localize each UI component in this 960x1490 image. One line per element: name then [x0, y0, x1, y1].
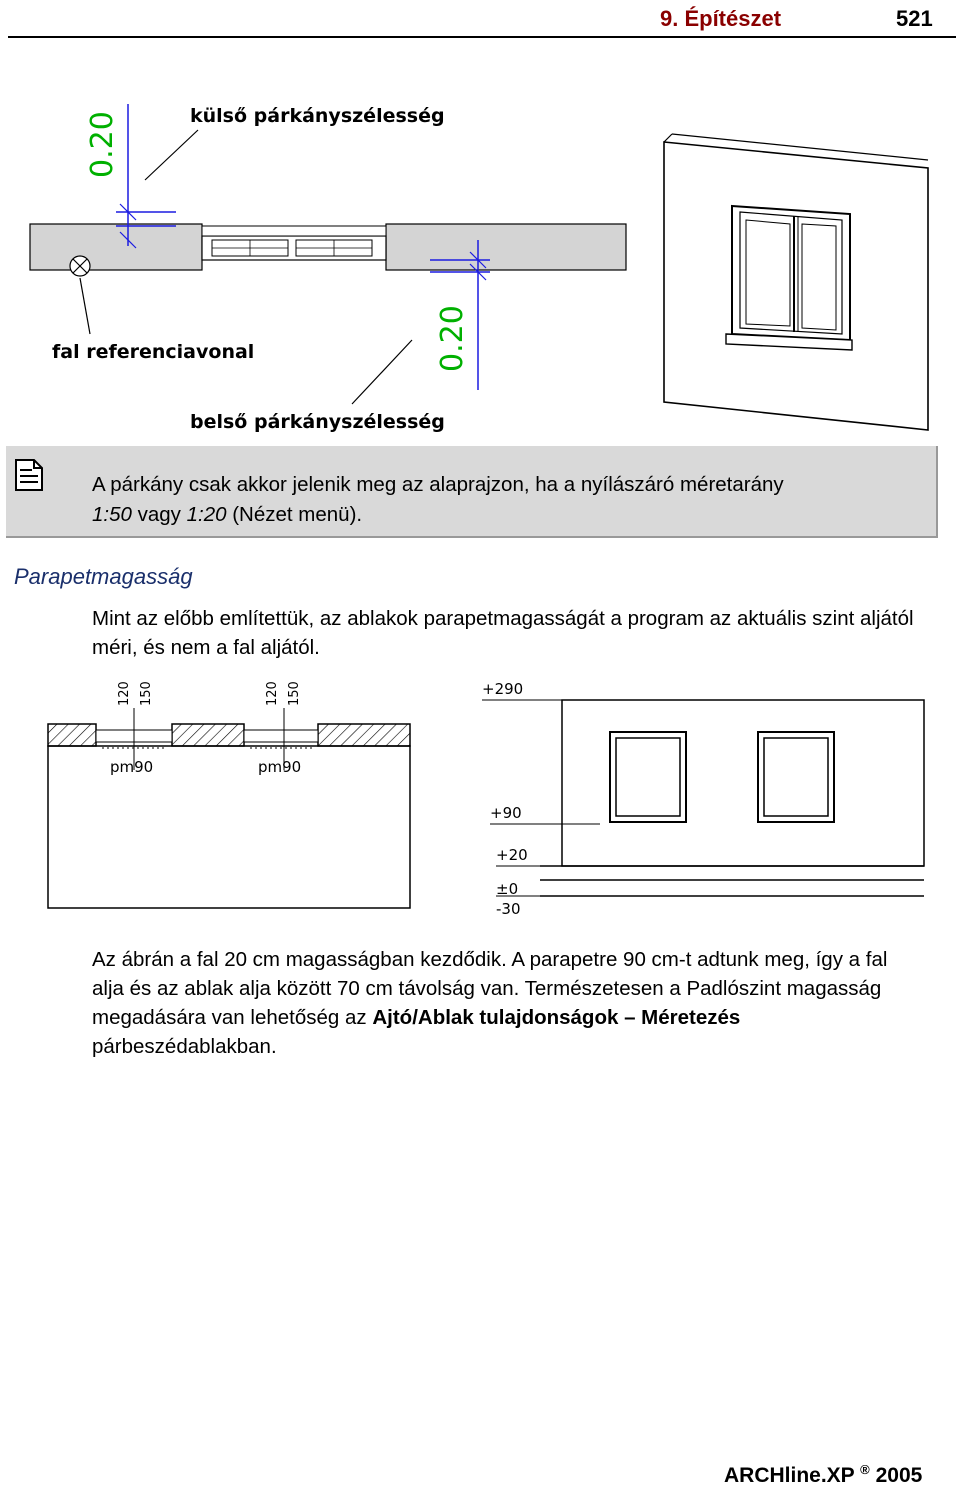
- dim-left-label: 0.20: [85, 111, 120, 178]
- wall-right: [386, 224, 626, 270]
- wall-reference-label: fal referenciavonal: [52, 341, 255, 363]
- plan-dim-3: 120: [265, 681, 280, 706]
- dim-right-label: 0.20: [435, 305, 470, 372]
- elevation-window-1: [610, 732, 686, 822]
- level-90: +90: [490, 804, 522, 822]
- wall-left: [30, 224, 202, 270]
- plan-room: [48, 746, 410, 908]
- level-290: +290: [482, 680, 524, 698]
- paragraph-intro: Mint az előbb említettük, az ablakok parapetmagasságát a program az aktuális szint aljától méri, és nem a fal aljától.: [92, 607, 914, 659]
- plan-label-2: pm90: [258, 758, 302, 776]
- footer-brand: ARCHline.XP ® 2005: [724, 1462, 923, 1487]
- inner-sill-label: belső párkányszélesség: [190, 411, 445, 433]
- section-heading: Parapetmagasság: [14, 564, 193, 589]
- plan-label-1: pm90: [110, 758, 154, 776]
- header-divider: [8, 36, 956, 38]
- parapet-figure: [0, 670, 960, 930]
- level-20: +20: [496, 846, 528, 864]
- plan-dim-4: 150: [287, 681, 302, 706]
- level-0: ±0: [496, 880, 519, 898]
- outer-sill-label: külső párkányszélesség: [190, 105, 445, 127]
- plan-dim-1: 120: [117, 681, 132, 706]
- note-icon: [14, 458, 44, 492]
- plan-dim-2: 150: [139, 681, 154, 706]
- page-number: 521: [896, 6, 933, 31]
- sill-width-figure: [0, 90, 960, 440]
- chapter-title: 9. Építészet: [660, 6, 782, 31]
- level-minus30: -30: [496, 900, 521, 918]
- paragraph-parapet: Az ábrán a fal 20 cm magasságban kezdődik. A parapetre 90 cm-t adtunk meg, így a fal alja és az ablak alja között 70 cm távolság van. Természetesen a Padlószint magasság megadására van lehetőség az Ajtó/Ablak tulajdonságok – Méretezés párbeszédablakban.: [92, 948, 888, 1058]
- note-text: A párkány csak akkor jelenik meg az alaprajzon, ha a nyílászáró méretarány 1:50 vagy 1:20 (Nézet menü).: [92, 473, 784, 526]
- elevation-window-2: [758, 732, 834, 822]
